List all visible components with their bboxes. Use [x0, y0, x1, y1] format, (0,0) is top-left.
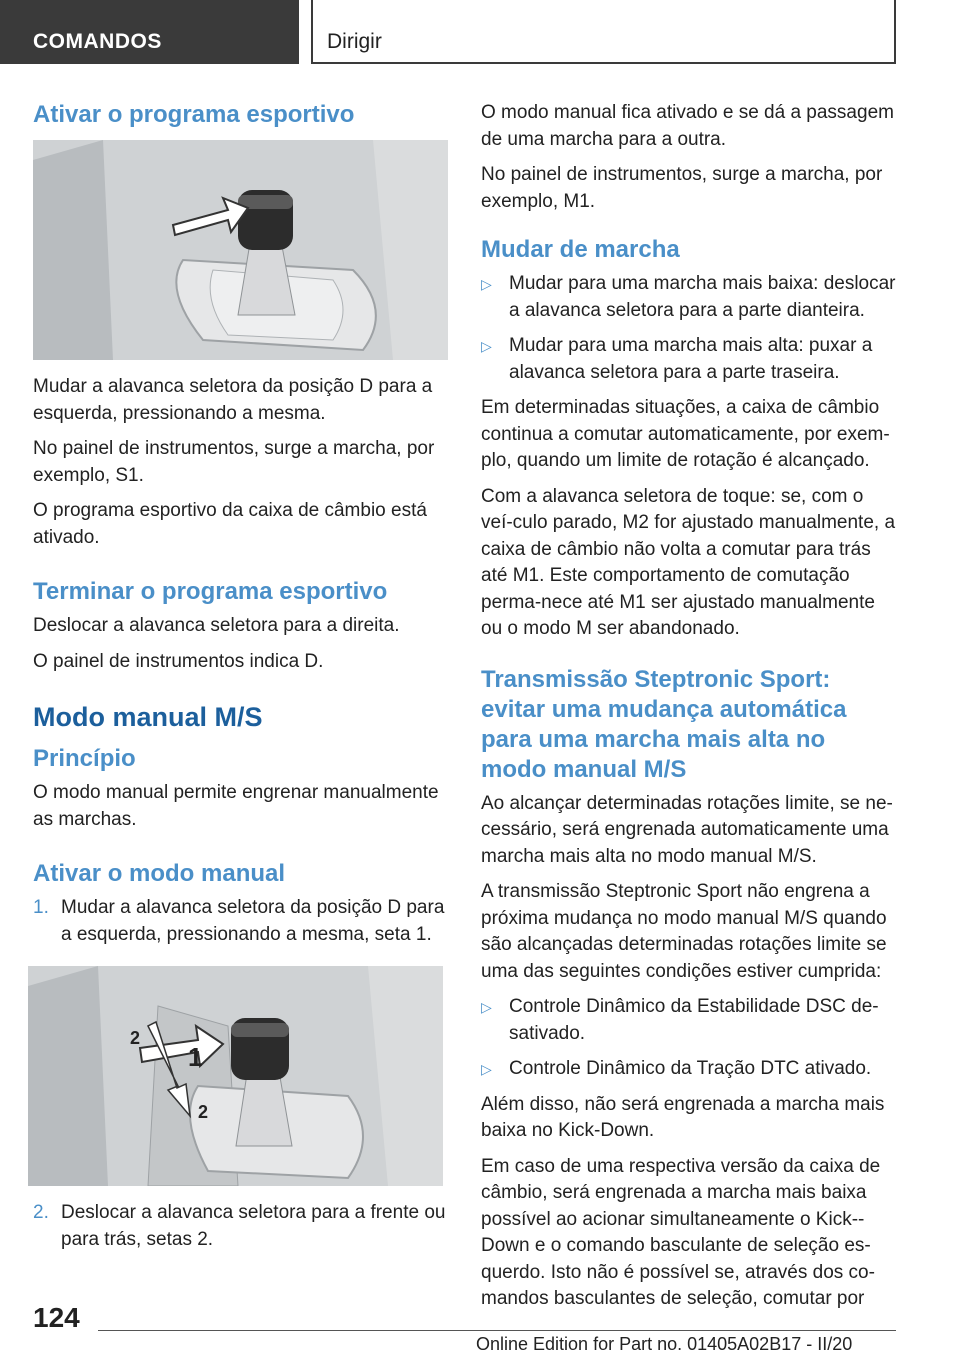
step-1-text: Mudar a alavanca seletora da posição D para a esquerda, pressionando a mesma, seta 1. — [61, 897, 445, 945]
heading-shift-gear: Mudar de marcha — [481, 236, 680, 263]
left-column — [33, 100, 448, 1262]
sport-paragraph-2: No painel de instrumentos, surge a marcha, por exemplo, S1. — [33, 438, 435, 486]
footer-divider — [98, 1330, 896, 1331]
arrow-label-1: 1 — [188, 1042, 203, 1072]
gear-lever-drawing-arrows — [28, 966, 443, 1186]
arrow-label-2-bottom: 2 — [198, 1102, 209, 1122]
shift-bullet-2 — [481, 333, 896, 386]
right-paragraph-5: Ao alcançar determinadas rotações limite, se ne-cessário, será engrenada automaticamente uma marcha mais alta no modo manual M/S. — [481, 792, 893, 867]
step-1 — [33, 895, 448, 948]
right-paragraph-1: O modo manual fica ativado e se dá a passagem de uma marcha para a outra. — [481, 102, 894, 150]
right-paragraph-8: Em caso de uma respectiva versão da caixa de câmbio, será engrenada a marcha mais baixa possível ao acionar simultaneamente o Kick--Down e o comando basculante de seleção es-querdo. Isto não é possível se, através dos co-mandos basculantes de seleção, comutar por — [481, 1155, 881, 1309]
heading-steptronic: Transmissão Steptronic Sport: evitar uma mudança automática para uma marcha mais alta no modo manual M/S — [481, 665, 847, 783]
gear-lever-drawing — [33, 140, 448, 360]
right-paragraph-4: Com a alavanca seletora de toque: se, com o veí-culo parado, M2 for ajustado manualmente, a caixa de câmbio não volta a comutar para trás até M1. Este comportamento de comutação perma-nece até M1 ser ajustado manualmente ou o modo M ser abandonado. — [481, 485, 896, 639]
gear-lever-illustration-sport — [33, 140, 448, 360]
page-number: 124 — [33, 1302, 80, 1333]
principle-paragraph: O modo manual permite engrenar manualmente as marchas. — [33, 782, 439, 830]
heading-principle: Princípio — [33, 745, 136, 772]
heading-activate-manual: Ativar o modo manual — [33, 860, 286, 887]
edition-footer: Online Edition for Part no. 01405A02B17 - II/20 — [476, 1334, 853, 1354]
end-paragraph-1: Deslocar a alavanca seletora para a direita. — [33, 615, 400, 636]
bullet-triangle-icon: ▷ — [481, 1061, 492, 1077]
heading-manual-mode: Modo manual M/S — [33, 702, 263, 732]
arrow-label-2-top: 2 — [130, 1028, 141, 1048]
shift-bullet-1 — [481, 271, 896, 324]
condition-bullet-1 — [481, 994, 896, 1047]
right-paragraph-7: Além disso, não será engrenada a marcha mais baixa no Kick-Down. — [481, 1093, 885, 1141]
right-column — [481, 100, 896, 1322]
sport-paragraph-1: Mudar a alavanca seletora da posição D para a esquerda, pressionando a mesma. — [33, 376, 433, 424]
bullet-triangle-icon: ▷ — [481, 338, 492, 354]
chapter-title: Dirigir — [311, 0, 896, 64]
right-paragraph-2: No painel de instrumentos, surge a marcha, por exemplo, M1. — [481, 164, 883, 212]
condition-bullet-2 — [481, 1056, 896, 1083]
condition-bullet-2-text: Controle Dinâmico da Tração DTC ativado. — [509, 1058, 872, 1079]
gear-lever-illustration-manual — [28, 966, 443, 1186]
heading-sport-program: Ativar o programa esportivo — [33, 101, 355, 128]
shift-bullet-1-text: Mudar para uma marcha mais baixa: deslocar a alavanca seletora para a parte dianteira. — [509, 273, 896, 321]
heading-end-sport: Terminar o programa esportivo — [33, 578, 388, 605]
step-2-number: 2. — [33, 1202, 49, 1223]
shift-bullet-2-text: Mudar para uma marcha mais alta: puxar a alavanca seletora para a parte traseira. — [509, 335, 873, 383]
step-1-number: 1. — [33, 897, 49, 918]
condition-bullet-1-text: Controle Dinâmico da Estabilidade DSC de-sativado. — [509, 996, 879, 1044]
right-paragraph-6: A transmissão Steptronic Sport não engrena a próxima mudança no modo manual M/S quando são alcançadas determinadas rotações limite se uma das seguintes condições estiver cumprida: — [481, 881, 887, 982]
end-paragraph-2: O painel de instrumentos indica D. — [33, 650, 324, 672]
right-paragraph-3: Em determinadas situações, a caixa de câmbio continua a comutar automaticamente, por exem-plo, quando um limite de rotação é alcançado. — [481, 397, 890, 471]
bullet-triangle-icon: ▷ — [481, 276, 492, 292]
bullet-triangle-icon: ▷ — [481, 999, 492, 1015]
sport-paragraph-3: O programa esportivo da caixa de câmbio está ativado. — [33, 500, 427, 548]
step-2 — [33, 1200, 448, 1253]
step-2-text: Deslocar a alavanca seletora para a frente ou para trás, setas 2. — [61, 1202, 446, 1250]
section-tab: COMANDOS — [0, 0, 299, 64]
